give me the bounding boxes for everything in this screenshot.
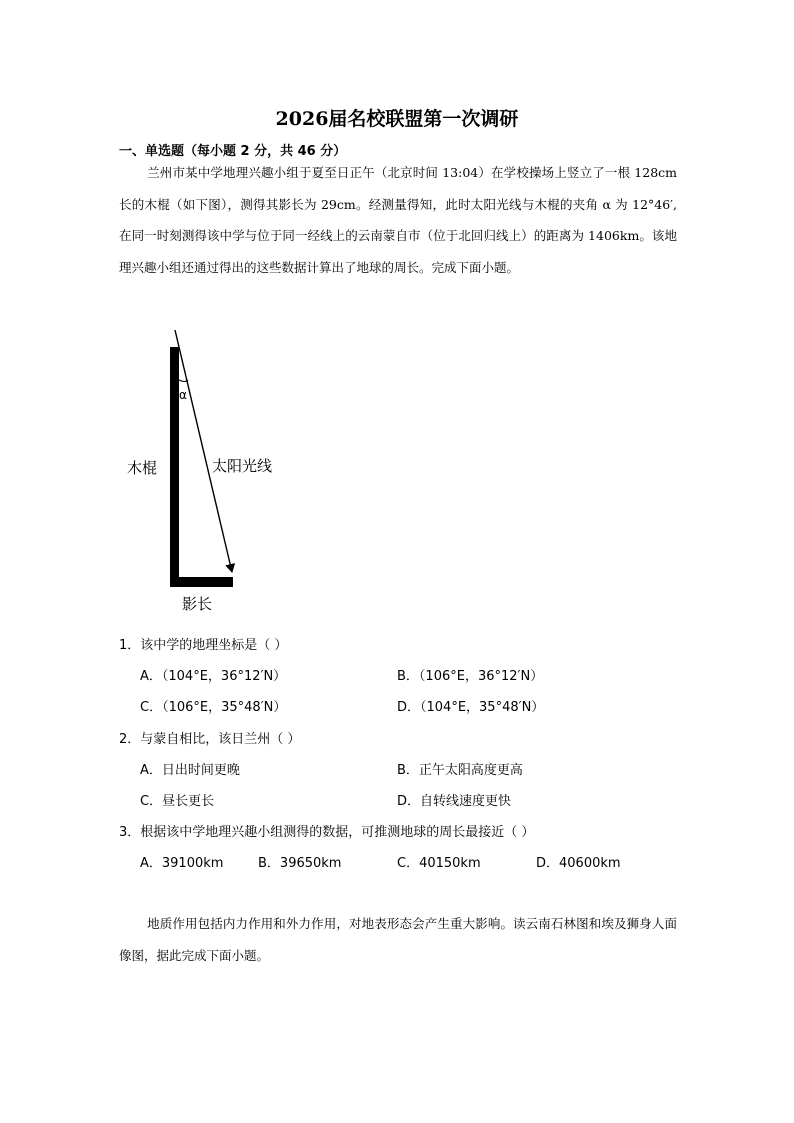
q1-option-a[interactable]: A．（104°E，36°12′N） [140, 669, 287, 684]
q3-option-c[interactable]: C．40150km [397, 856, 481, 871]
q2-option-a[interactable]: A．日出时间更晚 [140, 763, 240, 778]
q1-option-d[interactable]: D．（104°E，35°48′N） [397, 700, 545, 715]
stick-bar [170, 347, 179, 587]
shadow-bar [170, 577, 233, 587]
question-2: 2．与蒙自相比，该日兰州（ ） [119, 732, 301, 747]
stick-shadow-figure [110, 325, 310, 625]
page-title: 2026届名校联盟第一次调研 [275, 108, 519, 130]
section-heading: 一、单选题（每小题 2 分，共 46 分） [119, 144, 347, 159]
q2-option-d[interactable]: D．自转线速度更快 [397, 794, 512, 809]
passage-2 [119, 908, 677, 971]
q2-option-b[interactable]: B．正午太阳高度更高 [397, 763, 523, 778]
question-3: 3．根据该中学地理兴趣小组测得的数据，可推测地球的周长最接近（ ） [119, 825, 535, 840]
q3-option-b[interactable]: B．39650km [258, 856, 342, 871]
q1-option-b[interactable]: B．（106°E，36°12′N） [397, 669, 544, 684]
shadow-label: 影长 [182, 595, 213, 613]
q3-option-d[interactable]: D．40600km [536, 856, 621, 871]
stick-label: 木棍 [127, 459, 158, 477]
q2-option-c[interactable]: C．昼长更长 [140, 794, 215, 809]
passage-1 [119, 157, 677, 283]
q3-option-a[interactable]: A．39100km [140, 856, 224, 871]
sunlight-label: 太阳光线 [212, 457, 273, 475]
passage-2-text: 地质作用包括内力作用和外力作用，对地表形态会产生重大影响。读云南石林图和埃及狮身人面像图，据此完成下面小题。 [119, 916, 677, 963]
q1-option-c[interactable]: C．（106°E，35°48′N） [140, 700, 287, 715]
passage-1-text: 兰州市某中学地理兴趣小组于夏至日正午（北京时间 13:04）在学校操场上竖立了一根 128cm 长的木棍（如下图），测得其影长为 29cm。经测量得知，此时太阳光线与木棍的夹角 α 为 12°46′, 在同一时刻测得该中学与位于同一经线上的云南蒙自市（位于北回归线上）的距离为 1406km。该地理兴趣小组还通过得出的这些数据计算出了地球的周长。完成下面小题。 [119, 165, 677, 275]
alpha-label: α [179, 388, 187, 402]
question-1: 1．该中学的地理坐标是（ ） [119, 638, 288, 653]
sun-ray-arrow [175, 330, 232, 572]
